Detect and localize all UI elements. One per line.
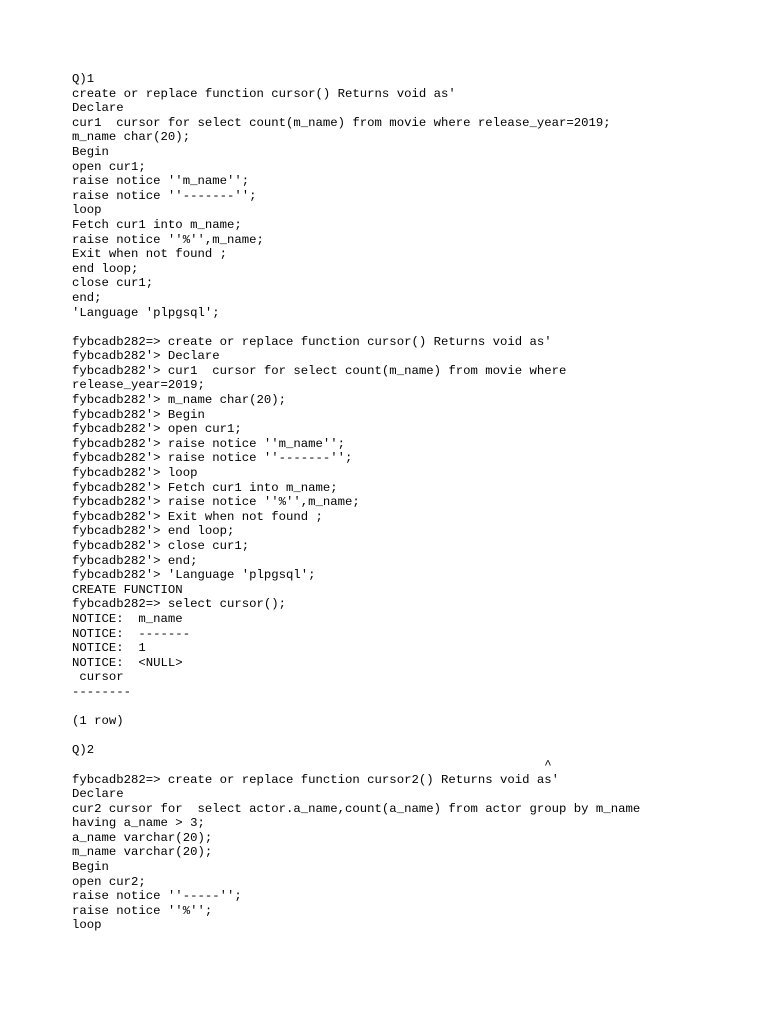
text-line: Begin bbox=[72, 144, 109, 159]
text-line: fybcadb282'> Begin bbox=[72, 407, 205, 422]
text-line: end loop; bbox=[72, 261, 139, 276]
text-line: end; bbox=[72, 290, 102, 305]
text-line: raise notice ''m_name''; bbox=[72, 174, 250, 189]
text-line: fybcadb282'> end loop; bbox=[72, 524, 235, 539]
text-line: (1 row) bbox=[72, 714, 124, 729]
document-page bbox=[72, 72, 762, 933]
text-line: fybcadb282=> select cursor(); bbox=[72, 597, 287, 612]
text-line: loop bbox=[72, 918, 102, 933]
text-line: fybcadb282'> close cur1; bbox=[72, 539, 250, 553]
text-line: NOTICE: ------- bbox=[72, 626, 191, 641]
text-line: fybcadb282'> end; bbox=[72, 553, 198, 568]
text-line: fybcadb282'> Exit when not found ; bbox=[72, 509, 323, 524]
text-line: cursor bbox=[72, 670, 124, 685]
text-line: cur2 cursor for select actor.a_name,count(a_name) from actor group by m_name bbox=[72, 801, 641, 816]
text-line: fybcadb282'> raise notice ''m_name''; bbox=[72, 436, 346, 451]
text-line: m_name varchar(20); bbox=[72, 845, 213, 860]
text-line: open cur2; bbox=[72, 874, 146, 889]
text-line: fybcadb282'> open cur1; bbox=[72, 422, 242, 437]
text-line: NOTICE: m_name bbox=[72, 611, 183, 626]
text-line: fybcadb282'> loop bbox=[72, 466, 198, 481]
text-line: cur1 cursor for select count(m_name) from movie where release_year=2019; bbox=[72, 115, 611, 130]
text-line: -------- bbox=[72, 684, 132, 699]
text-line: release_year=2019; bbox=[72, 378, 205, 393]
text-line: create or replace function cursor() Returns void as' bbox=[72, 86, 456, 101]
text-line: 'Language 'plpgsql'; bbox=[72, 305, 220, 320]
text-line: raise notice ''%''; bbox=[72, 903, 213, 918]
text-line: Declare bbox=[72, 787, 124, 802]
text-line: fybcadb282'> Declare bbox=[72, 349, 220, 364]
text-line: having a_name > 3; bbox=[72, 816, 205, 831]
text-line: CREATE FUNCTION bbox=[72, 582, 183, 597]
text-line: ^ bbox=[72, 757, 552, 772]
text-line: m_name char(20); bbox=[72, 130, 191, 145]
text-line bbox=[72, 729, 762, 744]
text-line: Exit when not found ; bbox=[72, 247, 227, 262]
text-line: fybcadb282=> create or replace function cursor() Returns void as' bbox=[72, 334, 552, 349]
text-line: fybcadb282'> 'Language 'plpgsql'; bbox=[72, 568, 316, 583]
text-line: open cur1; bbox=[72, 159, 146, 174]
text-line: fybcadb282'> m_name char(20); bbox=[72, 393, 287, 408]
text-line: close cur1; bbox=[72, 276, 154, 291]
text-line: raise notice ''%'',m_name; bbox=[72, 232, 264, 247]
text-line: Declare bbox=[72, 101, 124, 116]
text-line bbox=[72, 320, 762, 335]
text-line: fybcadb282'> raise notice ''-------''; bbox=[72, 451, 353, 466]
text-line: fybcadb282'> cur1 cursor for select count(m_name) from movie where bbox=[72, 363, 567, 378]
text-line: raise notice ''-------''; bbox=[72, 188, 257, 203]
text-line: NOTICE: 1 bbox=[72, 641, 146, 656]
text-line: NOTICE: <NULL> bbox=[72, 655, 183, 670]
text-line: a_name varchar(20); bbox=[72, 830, 213, 845]
text-line: fybcadb282=> create or replace function cursor2() Returns void as' bbox=[72, 772, 560, 787]
text-line: Begin bbox=[72, 860, 109, 875]
text-line: fybcadb282'> raise notice ''%'',m_name; bbox=[72, 495, 360, 510]
text-line bbox=[72, 700, 762, 715]
text-line: Fetch cur1 into m_name; bbox=[72, 217, 242, 232]
text-line: raise notice ''-----''; bbox=[72, 889, 242, 904]
text-line: loop bbox=[72, 203, 102, 218]
text-line: fybcadb282'> Fetch cur1 into m_name; bbox=[72, 480, 338, 495]
text-line: Q)2 bbox=[72, 743, 95, 758]
text-line: Q)1 bbox=[72, 72, 95, 86]
